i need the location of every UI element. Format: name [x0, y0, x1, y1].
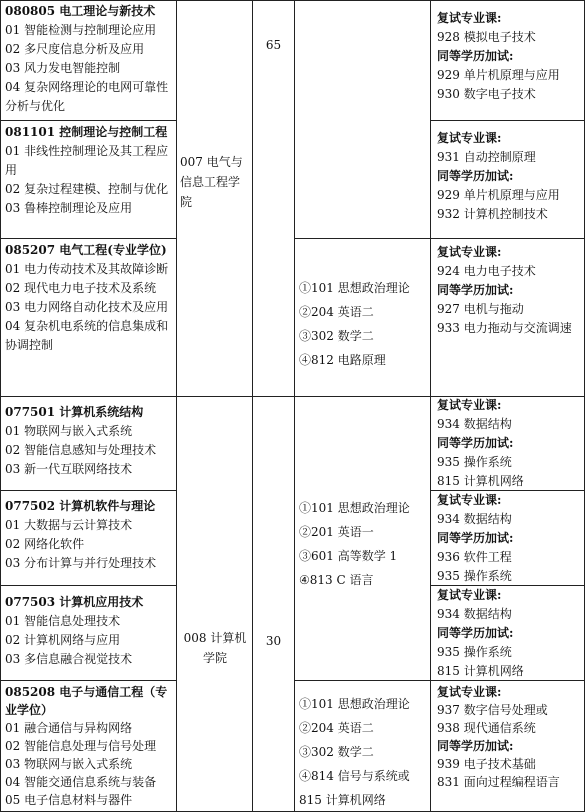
major-cell — [5, 241, 173, 355]
row-divider — [0, 490, 177, 491]
research-direction: 01 融合通信与异构网络 — [5, 721, 133, 735]
retest-cell — [437, 683, 582, 791]
column-divider — [176, 0, 177, 812]
row-divider — [0, 585, 177, 586]
retest-course: 934 数据结构 — [437, 512, 512, 526]
research-direction: 03 电力网络自动化技术及应用 — [5, 300, 169, 314]
column-divider — [430, 0, 431, 812]
retest-course: 937 数字信号处理或 — [437, 703, 548, 717]
major-cell — [5, 2, 173, 116]
equiv-course: 929 单片机原理与应用 — [437, 188, 560, 202]
row-divider — [430, 238, 585, 239]
equiv-course: 927 电机与拖动 — [437, 302, 524, 316]
major-cell — [5, 497, 173, 573]
retest-course: 938 现代通信系统 — [437, 721, 536, 735]
retest-course: 934 数据结构 — [437, 417, 512, 431]
retest-cell — [437, 396, 582, 491]
equiv-course: 815 计算机网络 — [437, 664, 524, 678]
major-cell — [5, 593, 173, 669]
college-cell — [180, 152, 250, 212]
exam-subject: ④812 电路原理 — [299, 353, 386, 367]
table-border-top — [0, 0, 585, 1]
column-divider — [252, 0, 253, 812]
equiv-course: 935 操作系统 — [437, 455, 512, 469]
research-direction: 01 电力传动技术及其故障诊断 — [5, 262, 169, 276]
college-name: 007 电气与信息工程学院 — [180, 155, 243, 209]
research-direction: 03 鲁棒控制理论及应用 — [5, 201, 133, 215]
research-direction: 02 网络化软件 — [5, 537, 85, 551]
research-direction: 03 风力发电智能控制 — [5, 61, 121, 75]
retest-label: 复试专业课: — [437, 131, 502, 145]
retest-label: 复试专业课: — [437, 685, 502, 699]
research-direction: 03 多信息融合视觉技术 — [5, 652, 133, 666]
equiv-course: 936 软件工程 — [437, 550, 512, 564]
retest-cell — [437, 9, 582, 104]
equiv-course: 929 单片机原理与应用 — [437, 68, 560, 82]
exam-subject: ①101 思想政治理论 — [299, 281, 410, 295]
research-direction: 01 大数据与云计算技术 — [5, 518, 133, 532]
row-divider — [294, 680, 431, 681]
exam-subject: ①101 思想政治理论 — [299, 697, 410, 711]
row-divider — [0, 680, 177, 681]
major-cell — [5, 123, 173, 218]
research-direction: 02 多尺度信息分析及应用 — [5, 42, 145, 56]
research-direction: 04 复杂机电系统的信息集成和协调控制 — [5, 319, 169, 352]
retest-cell — [437, 491, 582, 586]
exam-subjects-cell — [299, 276, 427, 372]
major-cell — [5, 683, 173, 809]
research-direction: 01 智能检测与控制理论应用 — [5, 23, 157, 37]
equiv-course: 930 数字电子技术 — [437, 87, 536, 101]
retest-course: 928 模拟电子技术 — [437, 30, 536, 44]
retest-course: 934 数据结构 — [437, 607, 512, 621]
research-direction: 03 物联网与嵌入式系统 — [5, 757, 133, 771]
retest-cell — [437, 243, 582, 338]
research-direction: 03 新一代互联网络技术 — [5, 462, 133, 476]
column-divider — [294, 0, 295, 812]
exam-subject: ③302 数学二 — [299, 745, 374, 759]
major-title: 077503 计算机应用技术 — [5, 595, 144, 609]
exam-subject: ②204 英语二 — [299, 305, 374, 319]
equiv-course: 932 计算机控制技术 — [437, 207, 548, 221]
major-title: 085207 电气工程(专业学位) — [5, 243, 167, 257]
retest-label: 复试专业课: — [437, 245, 502, 259]
exam-subject: ②204 英语二 — [299, 721, 374, 735]
exam-subject: ④813 C 语言 — [299, 573, 374, 587]
research-direction: 01 物联网与嵌入式系统 — [5, 424, 133, 438]
retest-course: 931 自动控制原理 — [437, 150, 536, 164]
equiv-label: 同等学历加试: — [437, 626, 514, 640]
research-direction: 02 智能信息感知与处理技术 — [5, 443, 157, 457]
research-direction: 05 电子信息材料与器件 — [5, 793, 133, 807]
exam-subjects-cell — [299, 692, 427, 812]
equiv-course: 933 电力拖动与交流调速 — [437, 321, 572, 335]
enrollment-quota: 65 — [265, 38, 282, 52]
college-cell — [180, 628, 250, 668]
major-title: 077502 计算机软件与理论 — [5, 499, 156, 513]
row-divider — [294, 238, 431, 239]
research-direction: 01 智能信息处理技术 — [5, 614, 121, 628]
major-cell — [5, 403, 173, 479]
exam-subject: ①101 思想政治理论 — [299, 501, 410, 515]
equiv-label: 同等学历加试: — [437, 49, 514, 63]
exam-subject: ③302 数学二 — [299, 329, 374, 343]
quota-cell — [253, 36, 294, 55]
equiv-course: 815 计算机网络 — [437, 474, 524, 488]
quota-cell — [253, 632, 294, 651]
equiv-course: 939 电子技术基础 — [437, 757, 536, 771]
equiv-course: 935 操作系统 — [437, 569, 512, 583]
research-direction: 02 智能信息处理与信号处理 — [5, 739, 157, 753]
equiv-label: 同等学历加试: — [437, 283, 514, 297]
equiv-label: 同等学历加试: — [437, 169, 514, 183]
retest-label: 复试专业课: — [437, 493, 502, 507]
research-direction: 04 复杂网络理论的电网可靠性分析与优化 — [5, 80, 169, 113]
row-divider — [430, 120, 585, 121]
equiv-label: 同等学历加试: — [437, 531, 514, 545]
exam-subject: ③601 高等数学 1 — [299, 549, 398, 563]
research-direction: 02 计算机网络与应用 — [5, 633, 121, 647]
major-title: 081101 控制理论与控制工程 — [5, 125, 168, 139]
row-divider — [0, 120, 177, 121]
table-border-left — [0, 0, 1, 812]
retest-cell — [437, 586, 582, 681]
equiv-label: 同等学历加试: — [437, 436, 514, 450]
major-title: 077501 计算机系统结构 — [5, 405, 144, 419]
retest-label: 复试专业课: — [437, 11, 502, 25]
exam-subject: ④814 信号与系统或815 计算机网络 — [299, 769, 410, 807]
retest-course: 924 电力电子技术 — [437, 264, 536, 278]
exam-subject: ②201 英语一 — [299, 525, 374, 539]
enrollment-quota: 30 — [265, 634, 282, 648]
retest-label: 复试专业课: — [437, 588, 502, 602]
retest-cell — [437, 129, 582, 224]
research-direction: 03 分布计算与并行处理技术 — [5, 556, 157, 570]
exam-subjects-cell — [299, 496, 427, 592]
research-direction: 01 非线性控制理论及其工程应用 — [5, 144, 169, 177]
major-title: 080805 电工理论与新技术 — [5, 4, 156, 18]
major-title: 085208 电子与通信工程（专业学位） — [5, 685, 168, 717]
equiv-label: 同等学历加试: — [437, 739, 514, 753]
research-direction: 04 智能交通信息系统与装备 — [5, 775, 157, 789]
retest-label: 复试专业课: — [437, 398, 502, 412]
research-direction: 02 现代电力电子技术及系统 — [5, 281, 157, 295]
row-divider — [0, 238, 177, 239]
college-name: 008 计算机学院 — [183, 631, 247, 665]
equiv-course: 935 操作系统 — [437, 645, 512, 659]
equiv-course: 831 面向过程编程语言 — [437, 775, 560, 789]
research-direction: 02 复杂过程建模、控制与优化 — [5, 182, 169, 196]
